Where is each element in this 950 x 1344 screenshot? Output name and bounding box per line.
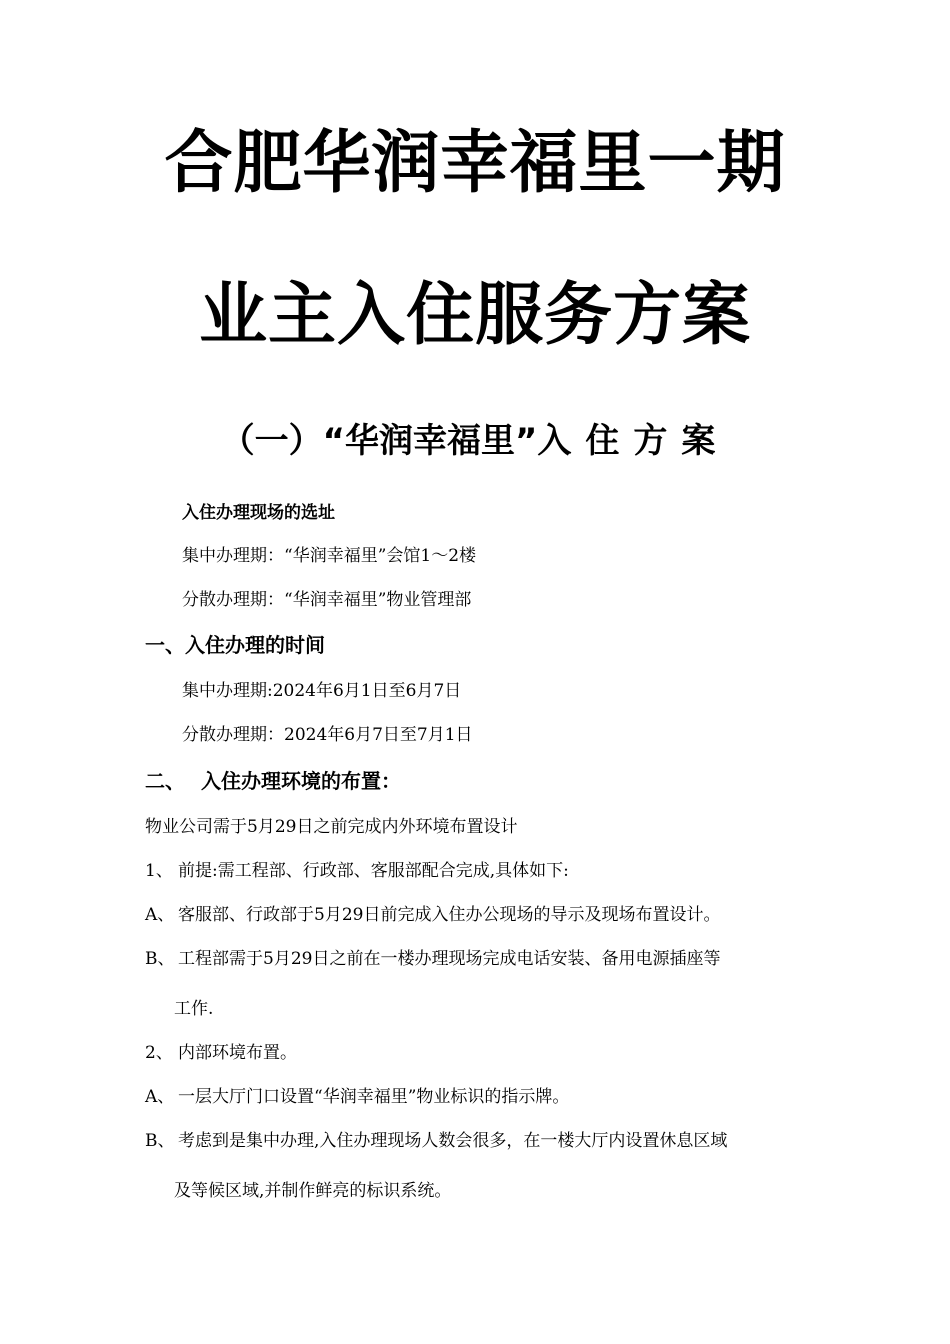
list-text: 工程部需于5月29日之前在一楼办理现场完成电话安装、备用电源插座等 [178, 949, 721, 969]
site-line-centralized: 集中办理期：“华润幸福里”会馆1～2楼 [182, 546, 477, 566]
section1-heading: 一、入住办理的时间 [145, 633, 325, 657]
list-marker: A、 [145, 1087, 175, 1107]
list-text: 及等候区域,并制作鲜亮的标识系统。 [174, 1181, 452, 1201]
document-title-line1: 合肥华润幸福里一期 [164, 124, 786, 203]
list-marker: B、 [145, 1131, 175, 1151]
time-line-centralized: 集中办理期:2024年6月1日至6月7日 [182, 681, 462, 701]
list-item [145, 1133, 727, 1150]
list-text: 客服部、行政部于5月29日前完成入住办公现场的导示及现场布置设计。 [178, 905, 721, 925]
site-line-dispersed: 分散办理期：“华润幸福里”物业管理部 [182, 590, 472, 610]
list-text: 前提:需工程部、行政部、客服部配合完成,具体如下: [178, 861, 569, 881]
list-item [145, 907, 720, 924]
time-line-dispersed: 分散办理期：2024年6月7日至7月1日 [182, 725, 473, 745]
list-item-continuation [145, 1183, 451, 1200]
list-item [145, 1045, 297, 1062]
list-text: 考虑到是集中办理,入住办理现场人数会很多，在一楼大厅内设置休息区域 [178, 1131, 728, 1151]
site-heading: 入住办理现场的选址 [182, 503, 335, 523]
list-text: 内部环境布置。 [178, 1043, 297, 1063]
section2-marker: 二、 [145, 769, 185, 793]
list-item-continuation [145, 1001, 213, 1018]
section2-intro: 物业公司需于5月29日之前完成内外环境布置设计 [145, 817, 518, 837]
section-subtitle [0, 421, 950, 461]
list-marker: A、 [145, 905, 175, 925]
list-marker: B、 [145, 949, 175, 969]
list-item [145, 1089, 569, 1106]
list-text: 一层大厅门口设置“华润幸福里”物业标识的指示牌。 [178, 1087, 570, 1107]
list-marker: 2、 [145, 1043, 173, 1063]
document-title-line2: 业主入住服务方案 [198, 276, 751, 355]
list-marker: 1、 [145, 861, 173, 881]
subtitle-prefix: （一）“华润幸福里” [220, 421, 538, 461]
list-text: 工作. [174, 999, 214, 1019]
section2-heading [145, 771, 401, 791]
section2-heading-text: 入住办理环境的布置： [201, 769, 401, 793]
list-item [145, 951, 720, 968]
list-item [145, 863, 569, 880]
subtitle-spaced: 入住方案 [537, 421, 730, 461]
